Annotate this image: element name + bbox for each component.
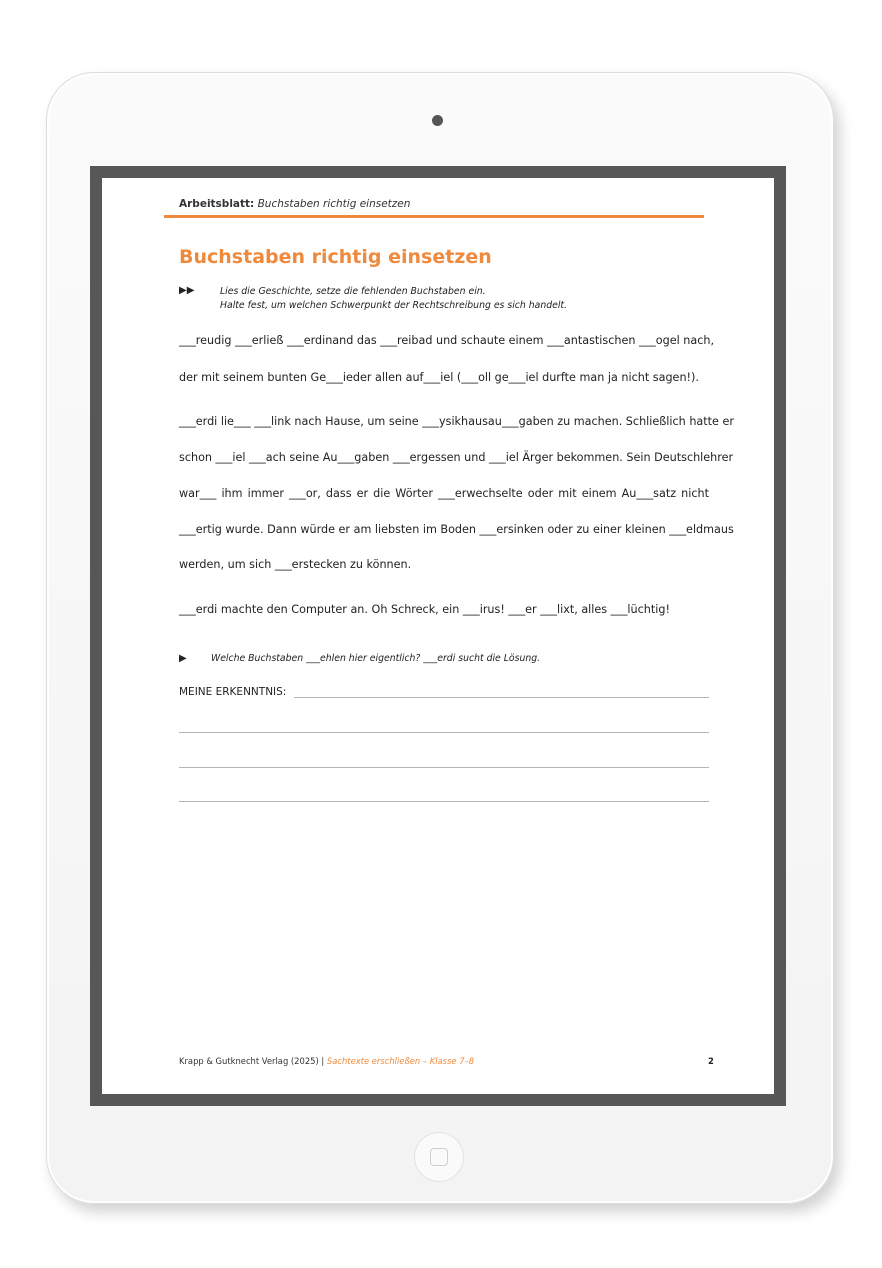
answer-line-4[interactable]	[179, 801, 709, 802]
story-line-2: der mit seinem bunten Ge___ieder allen auf___iel (___oll ge___iel durfte man ja nicht sagen!).	[179, 371, 699, 384]
story-line-1: ___reudig ___erließ ___erdinand das ___reibad und schaute einem ___antastischen ___ogel nach,	[179, 334, 715, 347]
worksheet-header	[179, 198, 410, 210]
answer-line-2[interactable]	[179, 732, 709, 733]
story-line-4: schon ___iel ___ach seine Au___gaben ___ergessen und ___iel Ärger bekommen. Sein Deutschlehrer	[179, 451, 734, 464]
instruction-line-2: Halte fest, um welchen Schwerpunkt der Rechtschreibung es sich handelt.	[220, 300, 568, 311]
footer-series: Sachtexte erschließen – Klasse 7–8	[326, 1056, 475, 1066]
answer-line-1[interactable]	[294, 697, 709, 698]
story-line-8: ___erdi machte den Computer an. Oh Schreck, ein ___irus! ___er ___lixt, alles ___lüchtig!	[179, 603, 670, 616]
footer	[179, 1056, 474, 1066]
home-square-icon	[430, 1148, 448, 1166]
header-topic: Buchstaben richtig einsetzen	[257, 198, 411, 210]
worksheet-page	[102, 178, 774, 1094]
header-label: Arbeitsblatt:	[179, 198, 255, 210]
footer-publisher: Krapp & Gutknecht Verlag (2025) |	[179, 1056, 325, 1066]
instruction-text	[220, 285, 567, 313]
instruction-line-1: Lies die Geschichte, setze die fehlenden Buchstaben ein.	[220, 286, 486, 297]
erkenntnis-label: MEINE ERKENNTNIS:	[179, 686, 287, 698]
instruction-marker-icon: ▶▶	[179, 285, 195, 296]
task-marker-icon: ▶	[179, 653, 187, 664]
answer-line-3[interactable]	[179, 767, 709, 768]
home-button[interactable]	[414, 1132, 464, 1182]
story-line-5: war___ ihm immer ___or, dass er die Wörter ___erwechselte oder mit einem Au___satz nicht	[179, 487, 709, 500]
camera-dot	[432, 115, 443, 126]
story-line-3: ___erdi lie___ ___link nach Hause, um seine ___ysikhausau___gaben zu machen. Schließlich hatte er	[179, 415, 734, 428]
page-number: 2	[708, 1056, 714, 1066]
task-text: Welche Buchstaben ___ehlen hier eigentlich? ___erdi sucht die Lösung.	[211, 653, 541, 664]
story-line-7: werden, um sich ___erstecken zu können.	[179, 558, 412, 571]
header-rule	[164, 215, 704, 218]
story-line-6: ___ertig wurde. Dann würde er am liebsten im Boden ___ersinken oder zu einer kleinen ___eldmaus	[179, 523, 734, 536]
page-title: Buchstaben richtig einsetzen	[179, 246, 492, 268]
